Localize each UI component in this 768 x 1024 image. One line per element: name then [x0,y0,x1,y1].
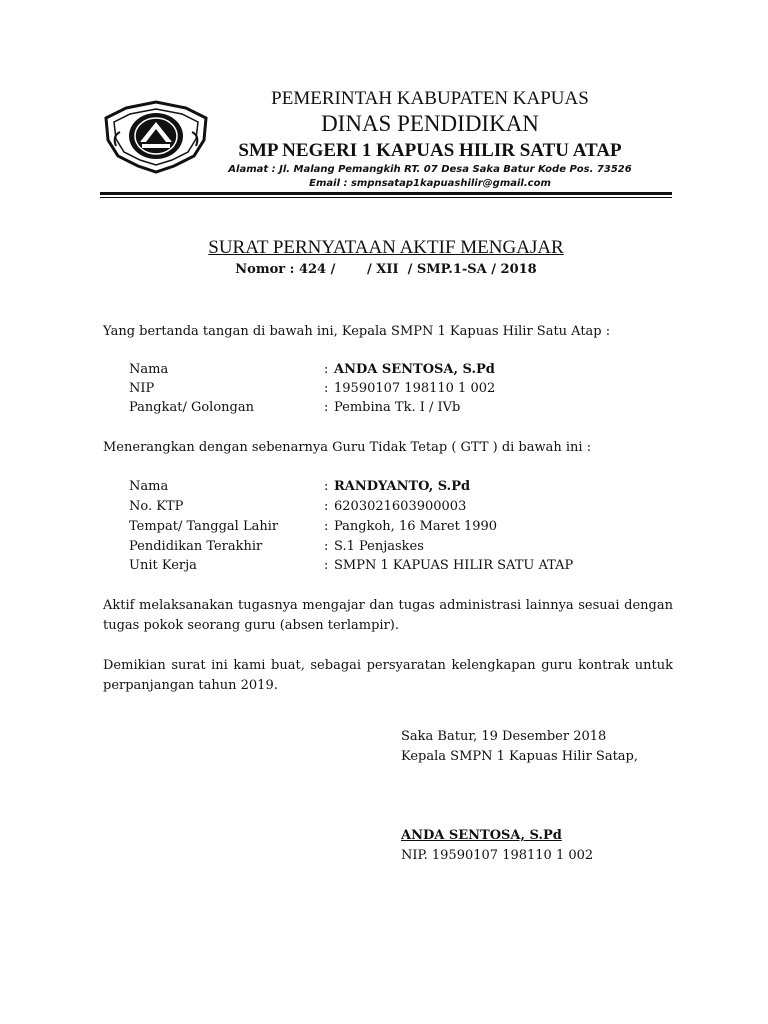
letterhead-divider-thin [100,197,672,198]
field-separator: : [324,362,329,377]
field-value: ANDA SENTOSA, S.Pd [334,362,495,377]
field-separator: : [324,499,329,514]
field-separator: : [324,558,329,573]
signature-position: Kepala SMPN 1 Kapuas Hilir Satap, [401,749,638,764]
field-label: Unit Kerja [129,558,197,573]
letter-number: Nomor : 424 / / XII / SMP.1-SA / 2018 [235,262,537,277]
field-label: No. KTP [129,499,184,514]
field-value: 6203021603900003 [334,499,467,514]
field-value: Pembina Tk. I / IVb [334,400,461,415]
letter-title: SURAT PERNYATAAN AKTIF MENGAJAR [208,237,564,258]
signature-name: ANDA SENTOSA, S.Pd [401,828,562,843]
field-value: SMPN 1 KAPUAS HILIR SATU ATAP [334,558,574,573]
kabupaten-kapuas-emblem-icon [100,92,212,174]
field-label: Tempat/ Tanggal Lahir [129,519,279,534]
field-value: Pangkoh, 16 Maret 1990 [334,519,498,534]
field-label: Pendidikan Terakhir [129,539,263,554]
field-separator: : [324,479,329,494]
signature-nip: NIP. 19590107 198110 1 002 [401,848,594,863]
field-value: 19590107 198110 1 002 [334,381,496,396]
government-name: PEMERINTAH KABUPATEN KAPUAS [271,88,589,109]
school-address: Alamat : Jl. Malang Pemangkih RT. 07 Desa Saka Batur Kode Pos. 73526 [228,164,632,175]
school-email: Email : smpnsatap1kapuashilir@gmail.com [309,178,551,189]
closing-paragraph: Demikian surat ini kami buat, sebagai persyaratan kelengkapan guru kontrak untuk perpanjangan tahun 2019. [103,658,673,693]
field-value: S.1 Penjaskes [334,539,424,554]
field-separator: : [324,400,329,415]
field-separator: : [324,519,329,534]
field-label: Pangkat/ Golongan [129,400,254,415]
school-name: SMP NEGERI 1 KAPUAS HILIR SATU ATAP [238,140,622,161]
office-name: DINAS PENDIDIKAN [321,111,539,136]
statement-text: Menerangkan dengan sebenarnya Guru Tidak Tetap ( GTT ) di bawah ini : [103,440,592,455]
field-label: NIP [129,381,155,396]
field-value: RANDYANTO, S.Pd [334,479,471,494]
activity-paragraph: Aktif melaksanakan tugasnya mengajar dan tugas administrasi lainnya sesuai dengan tugas pokok seorang guru (absen terlampir). [103,598,673,633]
field-separator: : [324,539,329,554]
field-label: Nama [129,479,169,494]
letterhead-divider-thick [100,192,672,195]
field-label: Nama [129,362,169,377]
field-separator: : [324,381,329,396]
letterhead [200,88,660,191]
intro-text: Yang bertanda tangan di bawah ini, Kepala SMPN 1 Kapuas Hilir Satu Atap : [103,324,611,339]
signature-place-date: Saka Batur, 19 Desember 2018 [401,729,607,744]
